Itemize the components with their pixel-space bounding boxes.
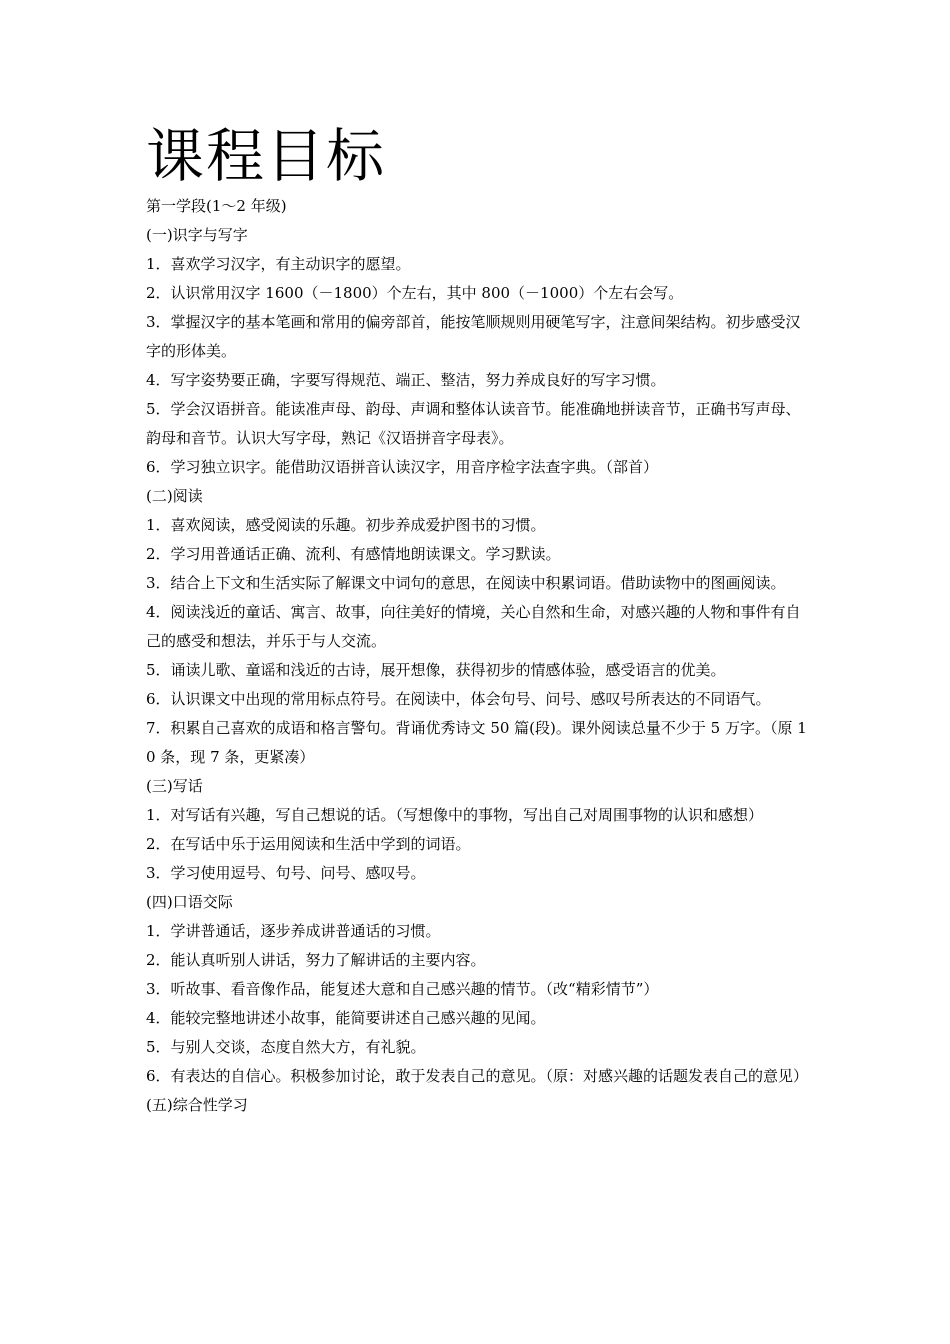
- list-item: 2．认识常用汉字 1600（－1800）个左右，其中 800（－1000）个左右会写。: [146, 284, 684, 302]
- subsection-heading: (二)阅读: [146, 487, 203, 505]
- list-item: 5．诵读儿歌、童谣和浅近的古诗，展开想像，获得初步的情感体验，感受语言的优美。: [146, 661, 726, 679]
- list-item: 2．在写话中乐于运用阅读和生活中学到的词语。: [146, 835, 471, 853]
- subsection-heading: (三)写话: [146, 777, 203, 795]
- subsection-heading: (一)识字与写字: [146, 226, 248, 244]
- list-item: 5．学会汉语拼音。能读准声母、韵母、声调和整体认读音节。能准确地拼读音节，正确书写声母、韵母和音节。认识大写字母，熟记《汉语拼音字母表》。: [146, 400, 801, 447]
- document-page: [146, 120, 810, 1120]
- list-item: 1．喜欢学习汉字，有主动识字的愿望。: [146, 255, 411, 273]
- list-item: 1．学讲普通话，逐步养成讲普通话的习惯。: [146, 922, 441, 940]
- list-item: 3．结合上下文和生活实际了解课文中词句的意思，在阅读中积累词语。借助读物中的图画阅读。: [146, 574, 786, 592]
- list-item: 4．阅读浅近的童话、寓言、故事，向往美好的情境，关心自然和生命，对感兴趣的人物和事件有自己的感受和想法，并乐于与人交流。: [146, 603, 801, 650]
- document-body: [146, 192, 810, 1120]
- list-item: 7．积累自己喜欢的成语和格言警句。背诵优秀诗文 50 篇(段)。课外阅读总量不少于 5 万字。（原 10 条，现 7 条，更紧凑）: [146, 719, 807, 766]
- list-item: 4．写字姿势要正确，字要写得规范、端正、整洁，努力养成良好的写字习惯。: [146, 371, 666, 389]
- list-item: 3．学习使用逗号、句号、问号、感叹号。: [146, 864, 426, 882]
- list-item: 6．学习独立识字。能借助汉语拼音认读汉字，用音序检字法查字典。（部首）: [146, 458, 659, 476]
- list-item: 1．喜欢阅读，感受阅读的乐趣。初步养成爱护图书的习惯。: [146, 516, 546, 534]
- subsection-heading: (五)综合性学习: [146, 1096, 248, 1114]
- list-item: 2．能认真听别人讲话，努力了解讲话的主要内容。: [146, 951, 486, 969]
- list-item: 6．有表达的自信心。积极参加讨论，敢于发表自己的意见。（原：对感兴趣的话题发表自己的意见）: [146, 1067, 809, 1085]
- list-item: 3．掌握汉字的基本笔画和常用的偏旁部首，能按笔顺规则用硬笔写字，注意间架结构。初步感受汉字的形体美。: [146, 313, 801, 360]
- list-item: 6．认识课文中出现的常用标点符号。在阅读中，体会句号、问号、感叹号所表达的不同语气。: [146, 690, 771, 708]
- list-item: 2．学习用普通话正确、流利、有感情地朗读课文。学习默读。: [146, 545, 561, 563]
- list-item: 1．对写话有兴趣，写自己想说的话。（写想像中的事物，写出自己对周围事物的认识和感想）: [146, 806, 764, 824]
- subsection-heading: (四)口语交际: [146, 893, 233, 911]
- list-item: 5．与别人交谈，态度自然大方，有礼貌。: [146, 1038, 426, 1056]
- section-heading: 第一学段(1～2 年级): [146, 197, 287, 215]
- list-item: 4．能较完整地讲述小故事，能简要讲述自己感兴趣的见闻。: [146, 1009, 546, 1027]
- document-title: 课程目标: [146, 122, 387, 190]
- list-item: 3．听故事、看音像作品，能复述大意和自己感兴趣的情节。（改“精彩情节”）: [146, 980, 659, 998]
